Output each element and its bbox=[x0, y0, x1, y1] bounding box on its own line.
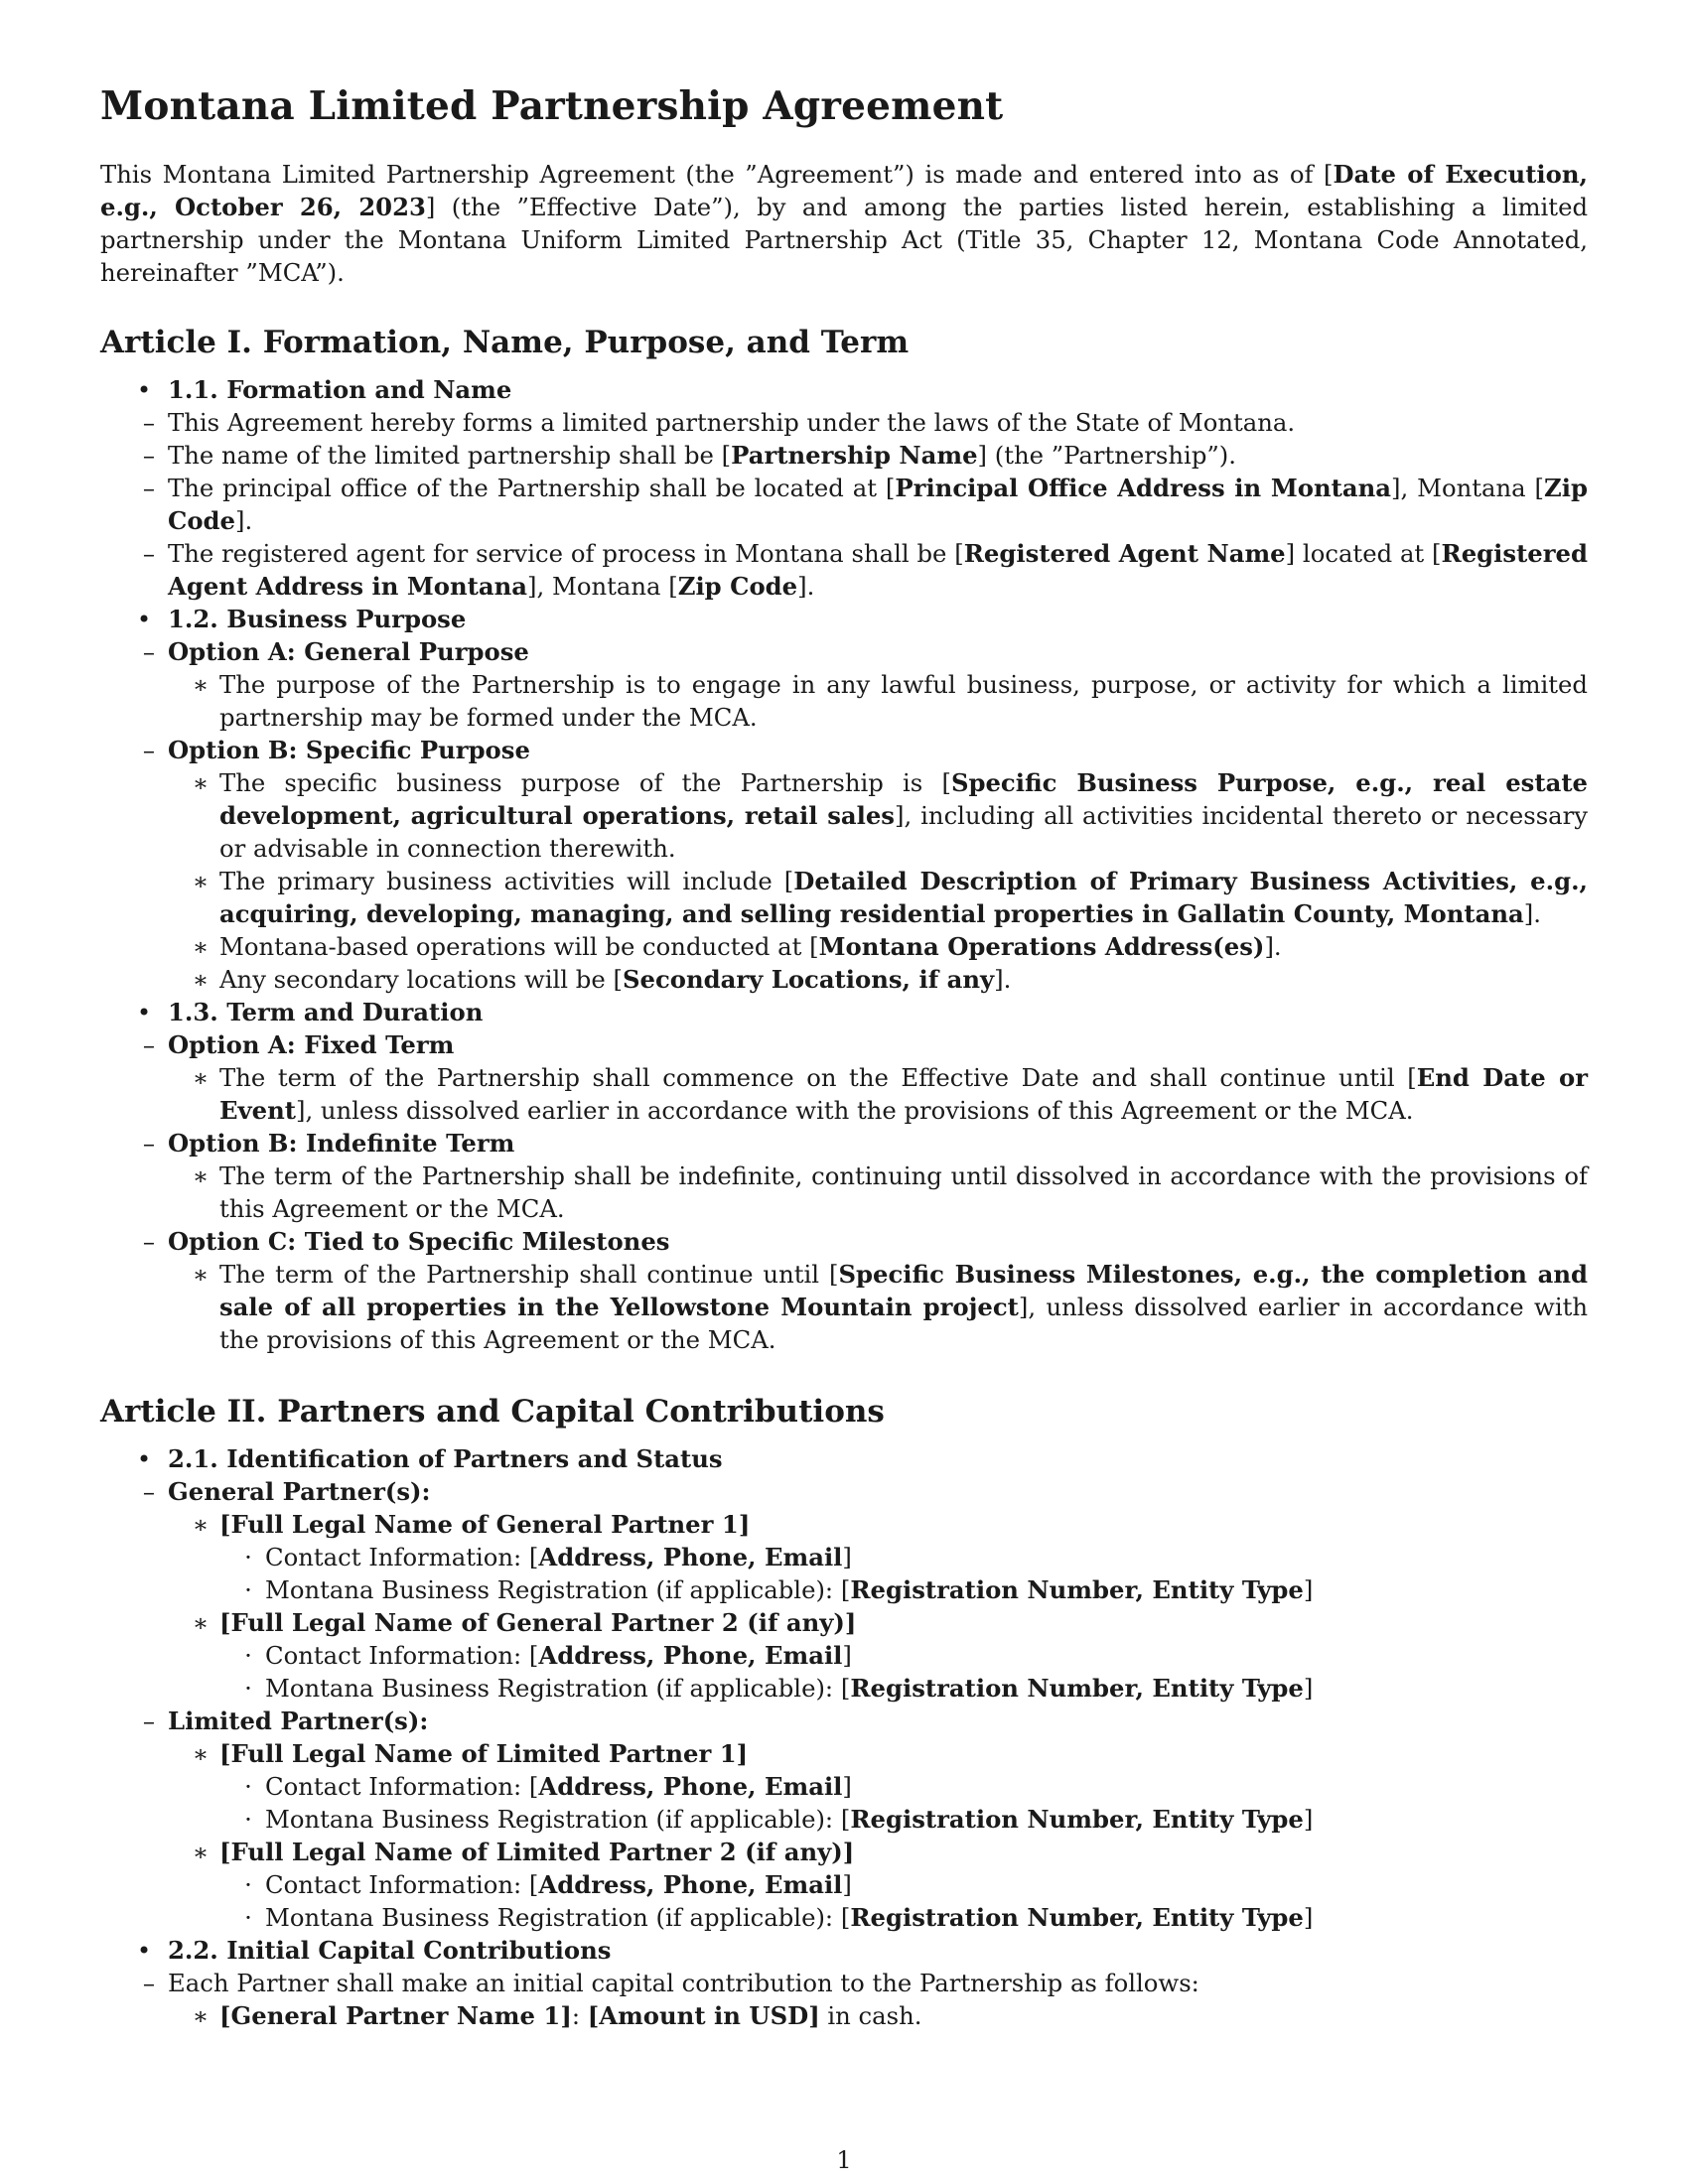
item-text: The term of the Partnership shall commence on the Effective Date and shall continue until [ bbox=[219, 1062, 1417, 1092]
sublist bbox=[142, 1028, 1589, 1356]
item-text: The term of the Partnership shall continue until [ bbox=[219, 1259, 839, 1289]
asterisk-icon: ∗ bbox=[192, 1608, 210, 1638]
option-item bbox=[142, 1028, 1589, 1127]
option-item bbox=[142, 734, 1588, 996]
partner-item: ∗ [Full Legal Name of Limited Partner 2 (if any)] · Contact Information: [Address, Phone, Email] · Montana Business Registration (if applicable): [Registration Number, Entity Type] bbox=[219, 1836, 1588, 1934]
list-item bbox=[192, 1160, 1588, 1225]
option-item bbox=[142, 1225, 1589, 1356]
sublist bbox=[244, 1639, 1588, 1705]
dash-icon: – bbox=[142, 636, 156, 666]
item-text: Montana Business Registration (if applicable): [ bbox=[265, 1805, 851, 1835]
bullet-icon: • bbox=[136, 604, 152, 633]
list-item bbox=[244, 1573, 1588, 1606]
dot-icon: · bbox=[244, 1641, 252, 1671]
intro-text: This Montana Limited Partnership Agreement (the ”Agreement”) is made and entered into as of [ bbox=[100, 159, 1334, 189]
placeholder: Specific Business Purpose, e.g., real estate development, agricultural operations, retail sales bbox=[219, 767, 1588, 830]
item-text: ], Montana [ bbox=[1390, 473, 1545, 502]
article-2-heading: Article II. Partners and Capital Contributions bbox=[100, 1393, 885, 1430]
asterisk-icon: ∗ bbox=[192, 1739, 210, 1769]
bullet-icon: • bbox=[136, 997, 152, 1026]
sublist bbox=[192, 1508, 1588, 1705]
section-2-2 bbox=[100, 1934, 1588, 2032]
section-1-3 bbox=[100, 996, 1588, 1356]
item-text: The principal office of the Partnership shall be located at [ bbox=[168, 473, 896, 502]
option-heading: Limited Partner(s): bbox=[168, 1706, 429, 1736]
intro-paragraph bbox=[100, 158, 1588, 289]
dash-icon: – bbox=[142, 440, 156, 470]
asterisk-icon: ∗ bbox=[192, 964, 210, 994]
list-item bbox=[192, 668, 1588, 734]
item-text: The purpose of the Partnership is to engage in any lawful business, purpose, or activity for which a limited partnership may be formed under the MCA. bbox=[219, 669, 1588, 732]
document-page bbox=[100, 83, 1588, 2032]
placeholder: Full Legal Name of General Partner 2 (if any) bbox=[230, 1608, 845, 1638]
item-text: Montana Business Registration (if applicable): [ bbox=[265, 1903, 851, 1933]
item-text: Montana Business Registration (if applicable): [ bbox=[265, 1674, 851, 1704]
item-text: Each Partner shall make an initial capital contribution to the Partnership as follows: bbox=[168, 1969, 1199, 1998]
dash-icon: – bbox=[142, 538, 156, 568]
dot-icon: · bbox=[244, 1870, 252, 1900]
dash-icon: – bbox=[142, 1128, 156, 1158]
dot-icon: · bbox=[244, 1543, 252, 1572]
item-text: ] bbox=[842, 1543, 852, 1572]
section-heading: 1.2. Business Purpose bbox=[168, 604, 467, 633]
dash-icon: – bbox=[142, 1706, 156, 1736]
article-1-list bbox=[100, 373, 1588, 1356]
sublist bbox=[244, 1770, 1588, 1836]
item-text: ] bbox=[1303, 1674, 1314, 1704]
option-heading: General Partner(s): bbox=[168, 1477, 431, 1507]
item-text: ] bbox=[842, 1641, 852, 1671]
list-item bbox=[244, 1868, 1588, 1901]
section-heading: 1.3. Term and Duration bbox=[168, 997, 484, 1026]
article-1-heading: Article I. Formation, Name, Purpose, and Term bbox=[100, 324, 910, 360]
placeholder: Registration Number, Entity Type bbox=[850, 1805, 1304, 1835]
option-heading: Option B: Indefinite Term bbox=[168, 1128, 515, 1158]
asterisk-icon: ∗ bbox=[192, 2001, 210, 2031]
item-text: ]. bbox=[797, 571, 815, 601]
asterisk-icon: ∗ bbox=[192, 767, 210, 797]
option-item bbox=[142, 635, 1588, 734]
asterisk-icon: ∗ bbox=[192, 1160, 210, 1190]
list-item bbox=[244, 1803, 1588, 1836]
list-item bbox=[244, 1901, 1588, 1934]
item-text: The name of the limited partnership shall be [ bbox=[168, 440, 732, 470]
item-text: The term of the Partnership shall be indefinite, continuing until dissolved in accordance with the provisions of this Agreement or the MCA. bbox=[219, 1160, 1588, 1223]
list-item bbox=[142, 406, 1588, 439]
sublist bbox=[192, 1160, 1588, 1225]
placeholder: Registration Number, Entity Type bbox=[850, 1674, 1304, 1704]
item-text: Montana-based operations will be conducted at [ bbox=[219, 931, 819, 961]
sublist bbox=[244, 1868, 1588, 1934]
item-text: ]. bbox=[235, 505, 253, 535]
asterisk-icon: ∗ bbox=[192, 1259, 210, 1289]
intro-text: ] (the ”Effective Date”), by and among the parties listed herein, establishing a limited partnership under the Montana Uniform Limited Partnership Act (Title 35, Chapter 12, Montana Code Annotated, hereinafter ”MCA”). bbox=[100, 192, 1588, 287]
list-item bbox=[192, 766, 1588, 865]
placeholder: Detailed Description of Primary Business Activities, e.g., acquiring, developing, managing, and selling residential properties in Gallatin County, Montana bbox=[219, 866, 1588, 928]
item-text: ], unless dissolved earlier in accordance with the provisions of this Agreement or the MCA. bbox=[219, 1292, 1588, 1354]
sublist bbox=[192, 766, 1588, 996]
dash-icon: – bbox=[142, 1969, 156, 1998]
item-text: Contact Information: [ bbox=[265, 1641, 539, 1671]
sublist bbox=[142, 1475, 1588, 1934]
item-text: The specific business purpose of the Partnership is [ bbox=[219, 767, 951, 797]
asterisk-icon: ∗ bbox=[192, 931, 210, 961]
dot-icon: · bbox=[244, 1805, 252, 1835]
dot-icon: · bbox=[244, 1772, 252, 1802]
list-item bbox=[192, 930, 1588, 963]
dash-icon: – bbox=[142, 735, 156, 764]
item-text: Any secondary locations will be [ bbox=[219, 964, 623, 994]
sublist bbox=[192, 1737, 1588, 1934]
sublist bbox=[192, 1061, 1589, 1127]
sublist bbox=[244, 1541, 1588, 1606]
item-text: ], Montana [ bbox=[527, 571, 678, 601]
placeholder: Full Legal Name of Limited Partner 1 bbox=[230, 1739, 737, 1769]
option-item bbox=[142, 1127, 1588, 1225]
item-text: Montana Business Registration (if applicable): [ bbox=[265, 1575, 851, 1605]
dot-icon: · bbox=[244, 1903, 252, 1933]
section-heading: 2.2. Initial Capital Contributions bbox=[168, 1936, 612, 1966]
sublist bbox=[192, 1999, 1588, 2032]
document-title: Montana Limited Partnership Agreement bbox=[100, 83, 1004, 129]
item-text: Contact Information: [ bbox=[265, 1870, 539, 1900]
item-text: The primary business activities will include [ bbox=[219, 866, 794, 895]
placeholder: Zip Code bbox=[168, 473, 1588, 535]
list-item bbox=[244, 1672, 1588, 1705]
placeholder: Principal Office Address in Montana bbox=[895, 473, 1391, 502]
page-number: 1 bbox=[836, 2146, 852, 2174]
placeholder: Secondary Locations, if any bbox=[622, 964, 995, 994]
sublist bbox=[192, 668, 1588, 734]
item-text: ] bbox=[1303, 1903, 1314, 1933]
placeholder: General Partner Name 1 bbox=[230, 2001, 561, 2031]
dot-icon: · bbox=[244, 1575, 252, 1605]
asterisk-icon: ∗ bbox=[192, 1838, 210, 1867]
item-text: ], unless dissolved earlier in accordance with the provisions of this Agreement or the MCA. bbox=[295, 1095, 1414, 1125]
limited-partners bbox=[142, 1705, 1588, 1934]
asterisk-icon: ∗ bbox=[192, 1062, 210, 1092]
placeholder: Address, Phone, Email bbox=[538, 1543, 843, 1572]
placeholder: Specific Business Milestones, e.g., the completion and sale of all properties in the Yellowstone Mountain project bbox=[219, 1259, 1589, 1321]
dash-icon: – bbox=[142, 473, 156, 502]
placeholder: Address, Phone, Email bbox=[538, 1772, 843, 1802]
item-text: ] (the ”Partnership”). bbox=[977, 440, 1236, 470]
bullet-icon: • bbox=[136, 1936, 152, 1966]
placeholder: Registration Number, Entity Type bbox=[850, 1903, 1304, 1933]
contribution-item: ∗ [General Partner Name 1]: [Amount in USD] in cash. bbox=[219, 1999, 1588, 2032]
section-2-1 bbox=[100, 1442, 1588, 1934]
placeholder: End Date or Event bbox=[219, 1062, 1589, 1125]
sublist bbox=[192, 1258, 1589, 1356]
list-item bbox=[192, 963, 1588, 996]
item-text: This Agreement hereby forms a limited partnership under the laws of the State of Montana. bbox=[168, 407, 1296, 437]
option-heading: Option A: Fixed Term bbox=[168, 1029, 455, 1059]
list-item bbox=[244, 1639, 1588, 1672]
list-item bbox=[142, 472, 1588, 537]
placeholder: Zip Code bbox=[677, 571, 798, 601]
option-heading: Option B: Specific Purpose bbox=[168, 735, 530, 764]
dash-icon: – bbox=[142, 1029, 156, 1059]
item-text: ]. bbox=[994, 964, 1012, 994]
asterisk-icon: ∗ bbox=[192, 866, 210, 895]
dash-icon: – bbox=[142, 1226, 156, 1256]
asterisk-icon: ∗ bbox=[192, 669, 210, 699]
item-text: ] bbox=[842, 1870, 852, 1900]
option-heading: Option C: Tied to Specific Milestones bbox=[168, 1226, 670, 1256]
intro-date-placeholder: Date of Execution, e.g., October 26, 2023 bbox=[100, 159, 1588, 221]
item-text: ] located at [ bbox=[1285, 538, 1442, 568]
dot-icon: · bbox=[244, 1674, 252, 1704]
bullet-icon: • bbox=[136, 1444, 152, 1474]
item-text: ] bbox=[1303, 1575, 1314, 1605]
list-item bbox=[192, 1061, 1589, 1127]
item-text: ] bbox=[1303, 1805, 1314, 1835]
item-text: ]. bbox=[1264, 931, 1282, 961]
dash-icon: – bbox=[142, 407, 156, 437]
item-text: Contact Information: [ bbox=[265, 1772, 539, 1802]
partner-item: ∗ [Full Legal Name of Limited Partner 1] · Contact Information: [Address, Phone, Email] · Montana Business Registration (if applicable): [Registration Number, Entity Type] bbox=[219, 1737, 1588, 1836]
sublist bbox=[142, 1967, 1588, 2032]
placeholder: Partnership Name bbox=[731, 440, 978, 470]
item-text: The registered agent for service of process in Montana shall be [ bbox=[168, 538, 964, 568]
general-partners bbox=[142, 1475, 1588, 1705]
article-2-list bbox=[100, 1442, 1588, 2032]
item-text: ] bbox=[842, 1772, 852, 1802]
list-item bbox=[192, 865, 1588, 930]
placeholder: Registered Agent Address in Montana bbox=[168, 538, 1588, 601]
partner-item: ∗ [Full Legal Name of General Partner 1] · Contact Information: [Address, Phone, Email] · Montana Business Registration (if applicable): [Registration Number, Entity Type] bbox=[219, 1508, 1588, 1606]
asterisk-icon: ∗ bbox=[192, 1510, 210, 1540]
section-1-2 bbox=[100, 603, 1588, 996]
list-item bbox=[244, 1770, 1588, 1803]
bullet-icon: • bbox=[136, 374, 152, 404]
item-text: ], including all activities incidental thereto or necessary or advisable in connection therewith. bbox=[219, 800, 1588, 863]
list-item bbox=[192, 1258, 1589, 1356]
sublist bbox=[142, 406, 1588, 603]
placeholder: Full Legal Name of General Partner 1 bbox=[230, 1510, 739, 1540]
placeholder: Address, Phone, Email bbox=[538, 1870, 843, 1900]
option-heading: Option A: General Purpose bbox=[168, 636, 529, 666]
item-text: Contact Information: [ bbox=[265, 1543, 539, 1572]
placeholder: Montana Operations Address(es) bbox=[818, 931, 1265, 961]
sublist bbox=[142, 635, 1588, 996]
list-item bbox=[142, 1967, 1588, 2032]
placeholder: Address, Phone, Email bbox=[538, 1641, 843, 1671]
item-text: in cash. bbox=[819, 2001, 922, 2031]
item-text: ]. bbox=[1523, 898, 1541, 928]
placeholder: Amount in USD bbox=[599, 2001, 809, 2031]
list-item bbox=[142, 537, 1588, 603]
placeholder: Registered Agent Name bbox=[963, 538, 1286, 568]
section-heading: 2.1. Identification of Partners and Status bbox=[168, 1444, 723, 1474]
section-1-1 bbox=[100, 373, 1588, 603]
placeholder: Full Legal Name of Limited Partner 2 (if any) bbox=[230, 1838, 843, 1867]
dash-icon: – bbox=[142, 1477, 156, 1507]
section-heading: 1.1. Formation and Name bbox=[168, 374, 512, 404]
placeholder: Registration Number, Entity Type bbox=[850, 1575, 1304, 1605]
list-item bbox=[244, 1541, 1588, 1573]
partner-item: ∗ [Full Legal Name of General Partner 2 (if any)] · Contact Information: [Address, Phone, Email] · Montana Business Registration (if applicable): [Registration Number, Entity Type] bbox=[219, 1606, 1588, 1705]
list-item bbox=[142, 439, 1588, 472]
